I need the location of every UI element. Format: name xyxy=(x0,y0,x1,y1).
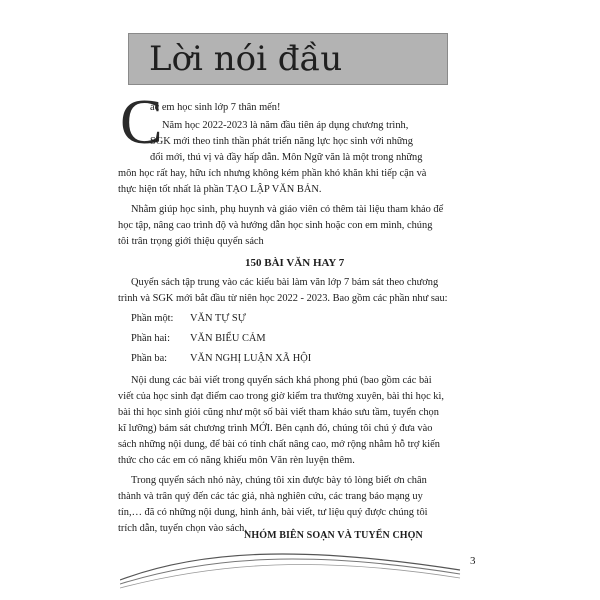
page-number: 3 xyxy=(470,555,476,567)
book-title: 150 BÀI VĂN HAY 7 xyxy=(245,257,345,269)
part-label: Phần ba: xyxy=(131,353,168,364)
para1-line: đổi mới, thú vị và đầy hấp dẫn. Môn Ngữ văn là một trong những xyxy=(150,152,423,163)
para1-line: Năm học 2022-2023 là năm đầu tiên áp dụng chương trình, xyxy=(162,120,409,131)
para4-line: bài thi học sinh giỏi cũng như một số bài viết tham khảo sưu tầm, tuyển chọn xyxy=(118,407,439,418)
para3-line: trình và SGK mới bắt đầu từ niên học 2022 - 2023. Bao gồm các phần như sau: xyxy=(118,293,448,304)
para1-line: thực hiện tốt nhất là phần TẠO LẬP VĂN BẢN. xyxy=(118,184,322,195)
para5-line: tín,… đã có những nội dung, hình ảnh, bài viết, tư liệu quý được chúng tôi xyxy=(118,507,428,518)
page-title: Lời nói đầu xyxy=(149,39,343,79)
para5-line: Trong quyển sách nhỏ này, chúng tôi xin được bày tỏ lòng biết ơn chân xyxy=(131,475,427,486)
part-value: VĂN TỰ SỰ xyxy=(190,313,246,324)
para4-line: thức cho các em có năng khiếu môn Văn rèn luyện thêm. xyxy=(118,455,355,466)
greeting: ác em học sinh lớp 7 thân mến! xyxy=(150,102,281,113)
decorative-swoosh xyxy=(120,540,470,590)
part-label: Phần hai: xyxy=(131,333,170,344)
para2-line: học tập, nâng cao trình độ và hướng dẫn học sinh hoặc con em mình, chúng xyxy=(118,220,433,231)
para3-line: Quyển sách tập trung vào các kiểu bài làm văn lớp 7 bám sát theo chương xyxy=(131,277,439,288)
para1-line: môn học rất hay, hữu ích nhưng không kém phần khó khăn khi tiếp cận và xyxy=(118,168,427,179)
para4-line: sách những nội dung, để bài có tính chất nâng cao, mở rộng nhằm hỗ trợ kiến xyxy=(118,439,440,450)
para4-line: kĩ lưỡng) bám sát chương trình MỚI. Bên cạnh đó, chúng tôi chú ý đưa vào xyxy=(118,423,433,434)
title-banner xyxy=(128,33,448,85)
para4-line: Nội dung các bài viết trong quyển sách khá phong phú (bao gồm các bài xyxy=(131,375,432,386)
part-label: Phần một: xyxy=(131,313,174,324)
para4-line: viết của học sinh đạt điểm cao trong giờ kiểm tra thường xuyên, bài thi học kì, xyxy=(118,391,444,402)
para1-line: SGK mới theo tinh thần phát triển năng lực học sinh với những xyxy=(150,136,413,147)
para5-line: trích dẫn, tuyển chọn vào sách. xyxy=(118,523,247,534)
para5-line: thành và trân quý đến các tác giả, nhà nghiên cứu, các trang báo mạng uy xyxy=(118,491,423,502)
signature: NHÓM BIÊN SOẠN VÀ TUYỂN CHỌN xyxy=(244,530,423,541)
part-value: VĂN NGHỊ LUẬN XÃ HỘI xyxy=(190,353,312,364)
part-value: VĂN BIỂU CẢM xyxy=(190,333,266,344)
para2-line: Nhằm giúp học sinh, phụ huynh và giáo viên có thêm tài liệu tham khảo để xyxy=(131,204,444,215)
drop-cap: C xyxy=(120,86,163,157)
para2-line: tôi trân trọng giới thiệu quyển sách xyxy=(118,236,264,247)
